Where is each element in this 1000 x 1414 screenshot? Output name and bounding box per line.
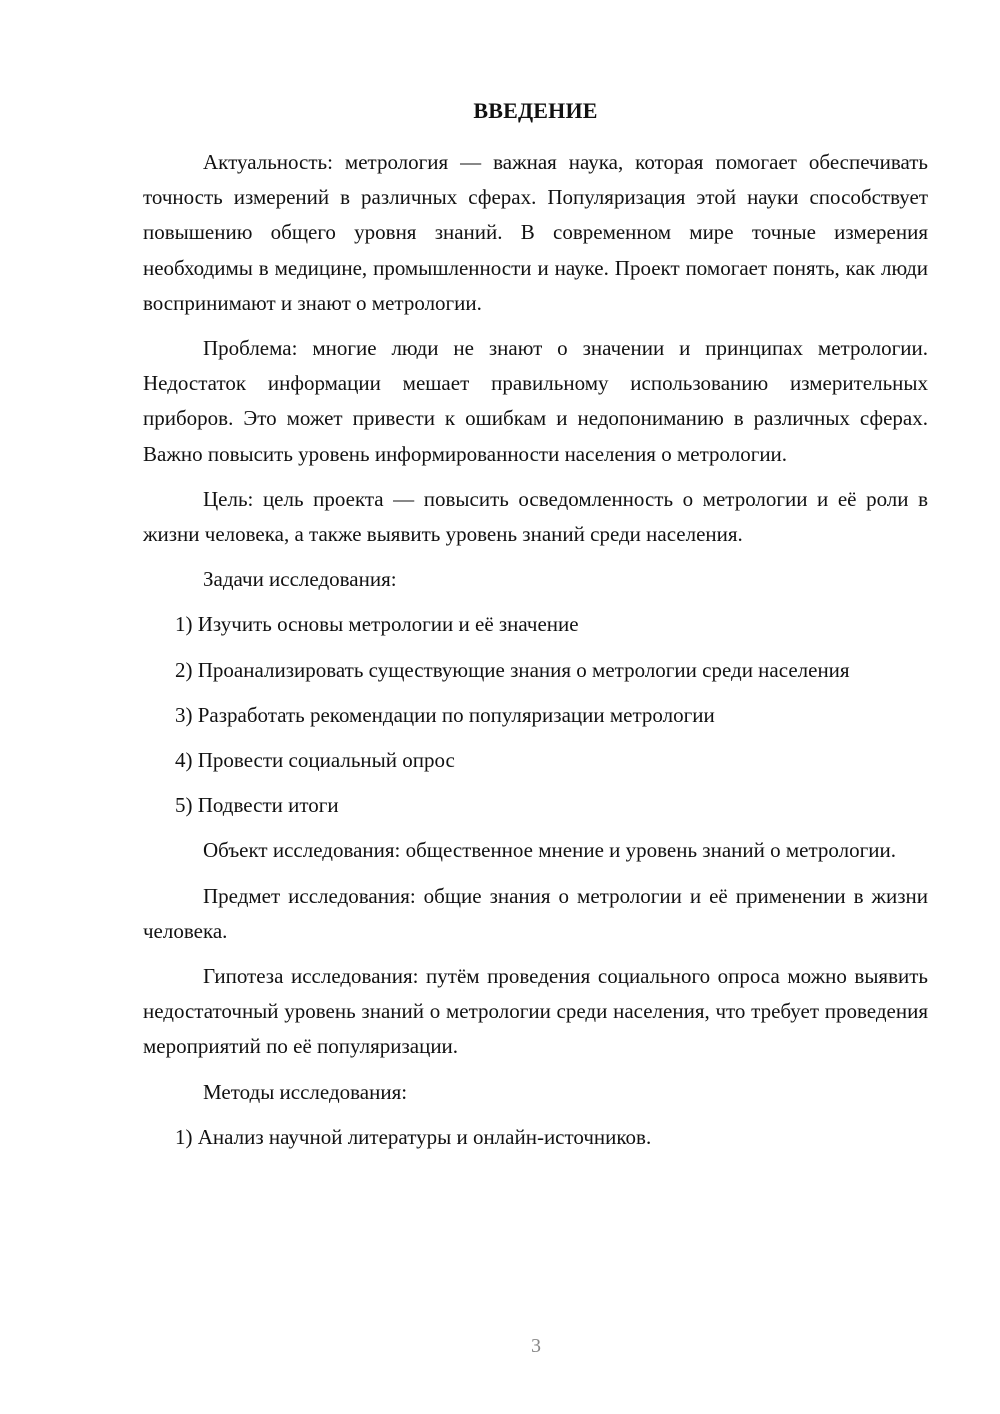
document-page xyxy=(143,93,928,1165)
list-item-task-1: 1) Изучить основы метрологии и её значение xyxy=(175,612,579,637)
list-item-method-1: 1) Анализ научной литературы и онлайн-источников. xyxy=(175,1124,652,1149)
list-item-task-5: 5) Подвести итоги xyxy=(175,793,339,818)
paragraph-methods-heading: Методы исследования: xyxy=(203,1079,408,1104)
page-number: 3 xyxy=(531,1335,541,1357)
list-item-task-2: 2) Проанализировать существующие знания о метрологии среди населения xyxy=(175,657,850,682)
paragraph-hypothesis: Гипотеза исследования: путём проведения социального опроса можно выявить недостаточный уровень знаний о метрологии среди населения, что требует проведения мероприятий по её популяризации. xyxy=(143,964,928,1059)
list-item-task-3: 3) Разработать рекомендации по популяризации метрологии xyxy=(175,702,715,727)
section-heading: ВВЕДЕНИЕ xyxy=(473,98,598,123)
paragraph-goal: Цель: цель проекта — повысить осведомленность о метрологии и её роли в жизни человека, а также выявить уровень знаний среди населения. xyxy=(143,486,928,547)
paragraph-problem: Проблема: многие люди не знают о значении и принципах метрологии. Недостаток информации мешает правильному использованию измерительных приборов. Это может привести к ошибкам и недопониманию в различных сферах. Важно повысить уровень информированности населения о метрологии. xyxy=(143,336,928,466)
paragraph-relevance: Актуальность: метрология — важная наука, которая помогает обеспечивать точность измерений в различных сферах. Популяризация этой науки способствует повышению общего уровня знаний. В современном мире точные измерения необходимы в медицине, промышленности и науке. Проект помогает понять, как люди воспринимают и знают о метрологии. xyxy=(143,150,928,315)
paragraph-tasks-heading: Задачи исследования: xyxy=(203,567,397,592)
list-item-task-4: 4) Провести социальный опрос xyxy=(175,748,455,773)
paragraph-object: Объект исследования: общественное мнение и уровень знаний о метрологии. xyxy=(203,838,896,863)
paragraph-subject: Предмет исследования: общие знания о метрологии и её применении в жизни человека. xyxy=(143,883,928,943)
